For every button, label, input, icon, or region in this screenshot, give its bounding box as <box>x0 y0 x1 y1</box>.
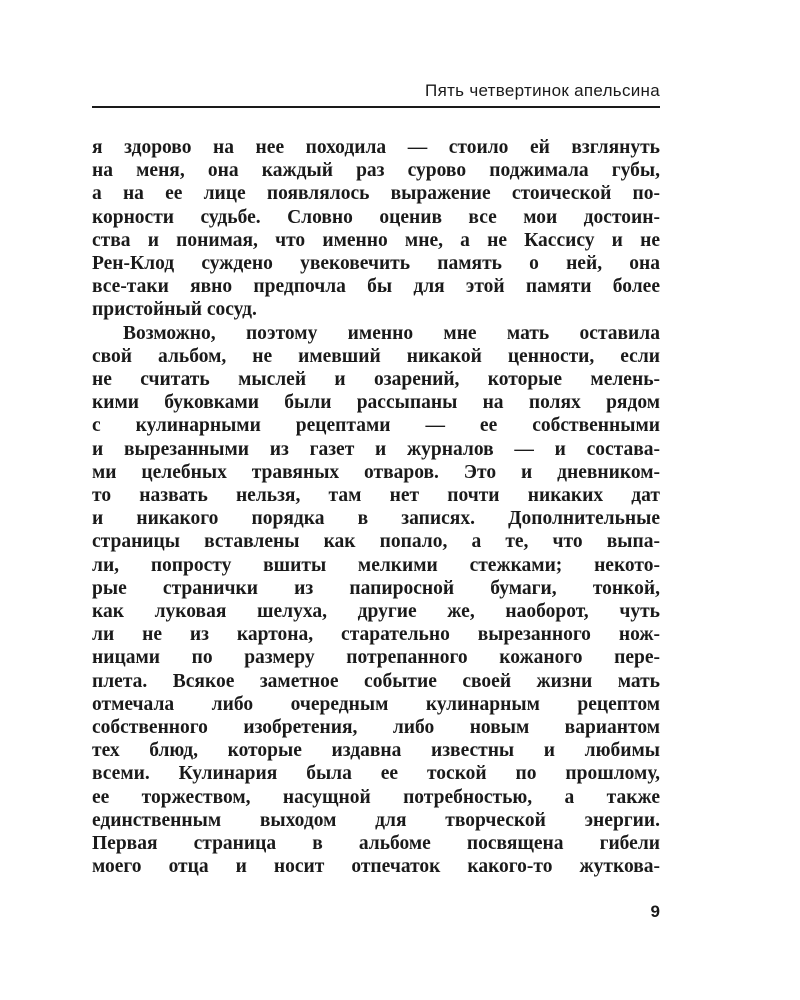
text-line: Возможно, поэтому именно мне мать оставила <box>123 322 660 344</box>
text-line: ли не из картона, старательно вырезанного нож- <box>92 624 660 646</box>
text-line: моего отца и носит отпечаток какого-то жуткова- <box>92 856 660 878</box>
text-line: тех блюд, которые издавна известны и любимы <box>92 740 660 762</box>
text-line: страницы вставлены как попало, а те, что выпа- <box>92 531 660 553</box>
text-line: а на ее лице появлялось выражение стоической по- <box>92 183 660 205</box>
text-line: единственным выходом для творческой энергии. <box>92 809 660 831</box>
text-line: на меня, она каждый раз сурово поджимала губы, <box>92 160 660 182</box>
text-line: я здорово на нее походила — стоило ей взглянуть <box>92 137 660 158</box>
text-line: то назвать нельзя, там нет почти никаких дат <box>92 485 660 507</box>
text-line: как луковая шелуха, другие же, наоборот, чуть <box>92 601 660 623</box>
text-line: и никакого порядка в записях. Дополнительные <box>92 508 660 530</box>
text-line: не считать мыслей и озарений, которые мелень- <box>92 369 660 391</box>
text-line: всеми. Кулинария была ее тоской по прошлому, <box>92 763 660 785</box>
text-line: ее торжеством, насущной потребностью, а также <box>92 786 660 808</box>
text-line: свой альбом, не имевший никакой ценности, если <box>92 345 660 367</box>
text-line: пристойный сосуд. <box>92 299 257 321</box>
text-line: с кулинарными рецептами — ее собственными <box>92 415 660 437</box>
text-line: корности судьбе. Словно оценив все мои достоин- <box>92 206 660 228</box>
text-line: кими буковками были рассыпаны на полях рядом <box>92 392 660 414</box>
paragraph <box>92 322 660 879</box>
paragraph <box>92 136 660 322</box>
running-title: Пять четвертинок апельсина <box>425 81 660 100</box>
text-line: плета. Всякое заметное событие своей жизни мать <box>92 670 660 692</box>
page-number: 9 <box>650 902 660 921</box>
body-text <box>92 136 660 879</box>
text-line: и вырезанными из газет и журналов — и состава- <box>92 438 660 460</box>
text-line: собственного изобретения, либо новым вариантом <box>92 717 660 739</box>
text-line: ницами по размеру потрепанного кожаного пере- <box>92 647 660 669</box>
running-header <box>92 80 660 108</box>
text-line: отмечала либо очередным кулинарным рецептом <box>92 693 660 715</box>
text-line: рые странички из папиросной бумаги, тонкой, <box>92 577 660 599</box>
text-line: Рен-Клод суждено увековечить память о ней, она <box>92 253 660 275</box>
text-line: все-таки явно предпочла бы для этой памяти более <box>92 276 660 298</box>
text-line: ми целебных травяных отваров. Это и дневником- <box>92 461 660 483</box>
text-line: ли, попросту вшиты мелкими стежками; некото- <box>92 554 660 576</box>
text-line: ства и понимая, что именно мне, а не Кассису и не <box>92 229 660 251</box>
text-line: Первая страница в альбоме посвящена гибели <box>92 833 660 855</box>
